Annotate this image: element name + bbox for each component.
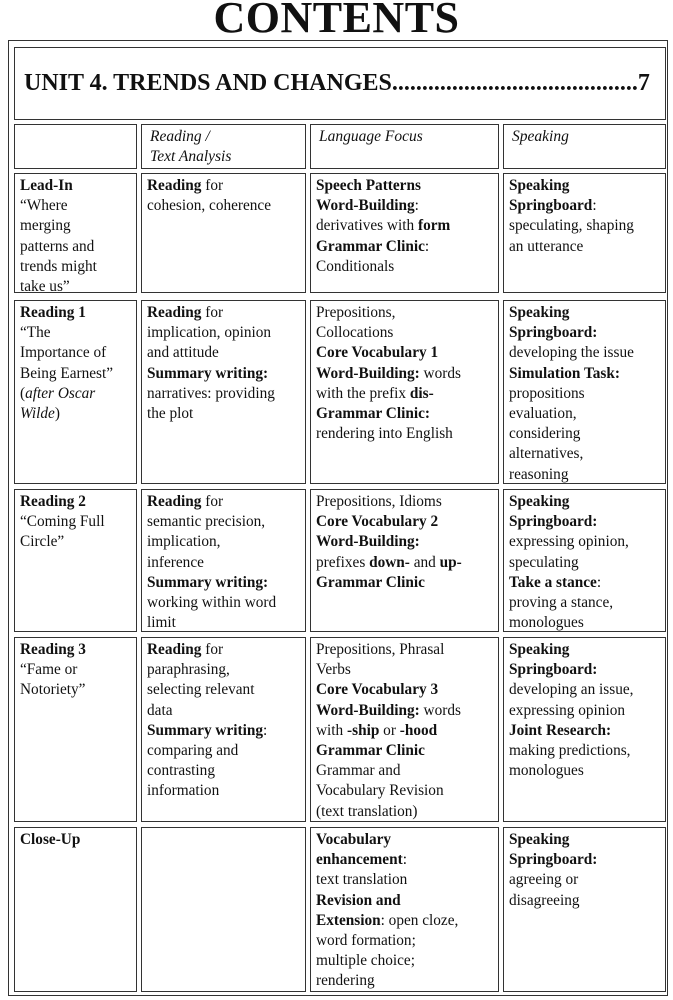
cell-text: narratives: providing: [147, 384, 275, 402]
cell-text: after Oscar: [25, 384, 96, 402]
cell-line: [509, 465, 660, 484]
table-cell-r5-c4: [503, 827, 666, 992]
cell-line: [316, 911, 493, 931]
cell-line: [316, 257, 493, 277]
cell-line: [147, 364, 300, 384]
cell-text: Reading: [147, 641, 202, 658]
cell-text: and attitude: [147, 344, 219, 362]
table-cell-r1-c2: [141, 173, 306, 293]
cell-text: speculating: [509, 553, 579, 571]
cell-line: [509, 830, 660, 850]
cell-text: evaluation,: [509, 405, 577, 423]
cell-text: Speaking: [509, 493, 570, 510]
cell-text: agreeing or: [509, 871, 579, 889]
cell-line: [20, 660, 131, 680]
cell-line: [316, 971, 493, 991]
cell-text: take us”: [20, 278, 70, 293]
cell-line: [147, 303, 300, 323]
cell-text: Extension: [316, 911, 381, 929]
cell-line: [509, 660, 660, 680]
page-title: CONTENTS: [213, 0, 460, 42]
cell-text: Joint Research:: [509, 721, 612, 739]
cell-line: [509, 553, 660, 573]
cell-line: [316, 176, 493, 196]
cell-text: Reading 3: [20, 641, 86, 658]
cell-line: [509, 613, 660, 632]
cell-text: (: [20, 384, 26, 402]
cell-text: speculating, shaping: [509, 217, 634, 235]
cell-line: [20, 512, 131, 532]
cell-line: [147, 196, 300, 216]
cell-line: [316, 303, 493, 323]
cell-text: or: [379, 721, 400, 739]
cell-text: considering: [509, 425, 581, 443]
cell-text: Simulation Task:: [509, 364, 620, 382]
table-cell-r4-c3: [310, 637, 499, 822]
cell-line: [509, 680, 660, 700]
cell-text: down-: [369, 553, 410, 571]
cell-text: :: [263, 721, 268, 739]
cell-text: “Where: [20, 197, 68, 215]
cell-text: Vocabulary Revision: [316, 782, 444, 800]
cell-text: working within word: [147, 594, 277, 612]
cell-line: [147, 343, 300, 363]
cell-text: Core Vocabulary 2: [316, 513, 439, 531]
cell-text: form: [417, 217, 451, 235]
table-cell-r3-c2: [141, 489, 306, 632]
cell-text: Circle”: [20, 533, 65, 551]
cell-text: Revision and: [316, 891, 401, 909]
cell-text: Reading: [147, 177, 202, 194]
table-cell-r4-c2: [141, 637, 306, 822]
cell-line: [147, 741, 300, 761]
cell-text: Springboard:: [509, 661, 598, 679]
table-cell-r3-c4: [503, 489, 666, 632]
cell-text: Core Vocabulary 1: [316, 344, 439, 362]
cell-line: [316, 512, 493, 532]
cell-text: rendering into English: [316, 425, 453, 443]
header-text: Language Focus: [319, 128, 423, 145]
cell-line: [316, 850, 493, 870]
cell-line: [509, 640, 660, 660]
cell-line: [20, 364, 131, 384]
cell-line: [316, 323, 493, 343]
table-cell-r4-c1: [14, 637, 137, 822]
cell-line: [509, 701, 660, 721]
cell-line: [509, 721, 660, 741]
cell-line: [147, 176, 300, 196]
cell-text: Being Earnest”: [20, 364, 114, 382]
cell-line: [509, 593, 660, 613]
cell-line: [509, 237, 660, 257]
cell-text: expressing opinion,: [509, 533, 629, 551]
cell-text: ): [54, 405, 60, 423]
cell-text: Prepositions, Phrasal: [316, 641, 445, 658]
cell-line: [147, 781, 300, 801]
cell-text: Word-Building:: [316, 533, 420, 551]
cell-text: and: [409, 553, 440, 571]
cell-line: [316, 216, 493, 236]
cell-line: [20, 257, 131, 277]
cell-text: Core Vocabulary 3: [316, 681, 439, 699]
cell-line: [316, 532, 493, 552]
cell-text: Close-Up: [20, 831, 81, 848]
cell-line: [509, 512, 660, 532]
cell-line: [509, 850, 660, 870]
cell-line: [20, 216, 131, 236]
cell-text: Speaking: [509, 831, 570, 848]
table-cell-r3-c1: [14, 489, 137, 632]
cell-text: prefixes: [316, 553, 370, 571]
cell-line: [20, 492, 131, 512]
cell-line: [147, 404, 300, 424]
cell-text: multiple choice;: [316, 952, 415, 970]
cell-line: [316, 761, 493, 781]
cell-text: with: [316, 721, 348, 739]
cell-text: selecting relevant: [147, 681, 255, 699]
cell-text: Springboard:: [509, 851, 598, 869]
header-cell-2: [310, 124, 499, 169]
cell-text: “The: [20, 324, 51, 342]
cell-text: Grammar Clinic: [316, 573, 425, 591]
cell-line: [509, 532, 660, 552]
table-cell-r1-c1: [14, 173, 137, 293]
cell-line: [509, 891, 660, 911]
cell-line: [316, 196, 493, 216]
cell-text: comparing and: [147, 742, 239, 760]
table-cell-r4-c4: [503, 637, 666, 822]
cell-text: Springboard:: [509, 324, 598, 342]
cell-line: [316, 680, 493, 700]
header-cell-1: [141, 124, 306, 169]
cell-text: enhancement: [316, 851, 403, 869]
cell-line: [509, 196, 660, 216]
cell-text: Importance of: [20, 344, 107, 362]
cell-text: Wilde: [20, 405, 55, 423]
cell-text: with the prefix: [316, 384, 410, 402]
cell-text: Grammar Clinic: [316, 237, 425, 255]
cell-text: limit: [147, 614, 176, 632]
cell-text: : open cloze,: [380, 911, 459, 929]
cell-text: Reading: [147, 304, 202, 321]
cell-line: [509, 870, 660, 890]
cell-text: Conditionals: [316, 257, 395, 275]
cell-text: Speech Patterns: [316, 177, 421, 194]
cell-text: cohesion, coherence: [147, 197, 272, 215]
cell-text: Speaking: [509, 304, 570, 321]
cell-line: [509, 364, 660, 384]
cell-text: information: [147, 782, 220, 800]
cell-line: [147, 532, 300, 552]
cell-line: [509, 424, 660, 444]
cell-text: Speaking: [509, 641, 570, 658]
cell-line: [20, 404, 131, 424]
cell-text: implication,: [147, 533, 221, 551]
cell-text: :: [424, 237, 430, 255]
cell-line: [316, 931, 493, 951]
cell-text: Prepositions, Idioms: [316, 493, 442, 510]
cell-line: [147, 640, 300, 660]
cell-text: Vocabulary: [316, 831, 392, 848]
cell-line: [20, 532, 131, 552]
cell-text: Word-Building:: [316, 364, 420, 382]
cell-text: Word-Building: [316, 197, 415, 215]
cell-line: [147, 553, 300, 573]
cell-line: [147, 384, 300, 404]
cell-line: [147, 701, 300, 721]
cell-line: [316, 830, 493, 850]
table-cell-r1-c3: [310, 173, 499, 293]
cell-text: patterns and: [20, 237, 95, 255]
cell-line: [316, 781, 493, 801]
cell-line: [509, 741, 660, 761]
unit-title: UNIT 4. TRENDS AND CHANGES.........................................7: [24, 70, 650, 96]
cell-line: [20, 830, 131, 850]
cell-text: contrasting: [147, 762, 215, 780]
cell-line: [20, 323, 131, 343]
header-text: Reading /: [150, 128, 210, 145]
cell-line: [147, 660, 300, 680]
cell-text: propositions: [509, 384, 585, 402]
cell-line: [316, 891, 493, 911]
cell-text: :: [592, 197, 597, 215]
cell-line: [316, 951, 493, 971]
cell-line: [147, 492, 300, 512]
table-cell-r2-c4: [503, 300, 666, 484]
cell-line: [316, 741, 493, 761]
cell-text: an utterance: [509, 237, 584, 255]
cell-line: [316, 701, 493, 721]
cell-line: [509, 323, 660, 343]
cell-line: [316, 573, 493, 593]
cell-line: [147, 680, 300, 700]
cell-line: [316, 802, 493, 822]
cell-line: [20, 640, 131, 660]
cell-line: [509, 404, 660, 424]
cell-line: [147, 593, 300, 613]
cell-text: Reading: [147, 493, 202, 510]
cell-text: Grammar and: [316, 762, 401, 780]
cell-text: :: [596, 573, 602, 591]
cell-text: Prepositions,: [316, 304, 396, 321]
cell-line: [316, 424, 493, 444]
cell-text: dis-: [409, 384, 434, 402]
cell-line: [509, 216, 660, 236]
cell-text: Springboard:: [509, 513, 598, 531]
cell-line: [147, 323, 300, 343]
cell-text: merging: [20, 217, 71, 235]
cell-line: [316, 721, 493, 741]
cell-text: reasoning: [509, 465, 569, 483]
cell-line: [316, 364, 493, 384]
cell-line: [509, 384, 660, 404]
cell-text: Collocations: [316, 324, 394, 342]
cell-text: “Fame or: [20, 661, 78, 679]
cell-text: Notoriety”: [20, 681, 86, 699]
cell-text: up-: [439, 553, 462, 571]
cell-line: [316, 870, 493, 890]
cell-text: :: [414, 197, 419, 215]
cell-text: Summary writing: [147, 721, 263, 739]
cell-text: :: [402, 851, 407, 869]
cell-line: [316, 640, 493, 660]
cell-text: Grammar Clinic:: [316, 405, 430, 423]
cell-text: paraphrasing,: [147, 661, 230, 679]
cell-text: inference: [147, 553, 204, 571]
cell-text: monologues: [509, 614, 584, 632]
table-cell-r5-c3: [310, 827, 499, 992]
header-text: Speaking: [512, 128, 569, 145]
cell-text: implication, opinion: [147, 324, 272, 342]
cell-text: word formation;: [316, 932, 416, 950]
cell-line: [509, 444, 660, 464]
table-cell-r1-c4: [503, 173, 666, 293]
cell-line: [509, 303, 660, 323]
cell-text: Take a stance: [509, 573, 597, 591]
header-cell-3: [503, 124, 666, 169]
cell-text: for: [201, 304, 224, 321]
cell-line: [20, 384, 131, 404]
cell-line: [147, 721, 300, 741]
cell-line: [147, 761, 300, 781]
cell-line: [316, 237, 493, 257]
cell-line: [316, 492, 493, 512]
header-text: Text Analysis: [150, 148, 232, 166]
cell-line: [20, 277, 131, 293]
cell-line: [509, 492, 660, 512]
cell-text: proving a stance,: [509, 594, 614, 612]
cell-text: Grammar Clinic: [316, 742, 425, 760]
cell-text: “Coming Full: [20, 513, 105, 531]
cell-text: Reading 2: [20, 493, 86, 510]
cell-text: Summary writing:: [147, 364, 269, 382]
cell-line: [20, 303, 131, 323]
cell-text: expressing opinion: [509, 701, 625, 719]
cell-line: [20, 680, 131, 700]
cell-line: [509, 761, 660, 781]
table-cell-r2-c2: [141, 300, 306, 484]
cell-line: [147, 573, 300, 593]
table-cell-r2-c1: [14, 300, 137, 484]
cell-text: words: [419, 701, 461, 719]
table-cell-r5-c2: [141, 827, 306, 992]
cell-text: developing the issue: [509, 344, 634, 362]
table-cell-r2-c3: [310, 300, 499, 484]
cell-text: text translation: [316, 871, 408, 889]
cell-line: [20, 343, 131, 363]
cell-line: [147, 512, 300, 532]
cell-text: making predictions,: [509, 742, 631, 760]
cell-line: [20, 196, 131, 216]
cell-text: (text translation): [316, 802, 418, 820]
cell-text: Summary writing:: [147, 573, 269, 591]
header-cell-blank: [14, 124, 137, 169]
cell-text: disagreeing: [509, 891, 580, 909]
cell-line: [509, 573, 660, 593]
cell-line: [509, 343, 660, 363]
cell-text: for: [201, 493, 224, 510]
cell-text: for: [201, 177, 224, 194]
cell-text: Reading 1: [20, 304, 86, 321]
cell-text: monologues: [509, 762, 584, 780]
cell-line: [509, 176, 660, 196]
cell-text: the plot: [147, 405, 194, 423]
cell-text: alternatives,: [509, 445, 584, 463]
cell-line: [20, 176, 131, 196]
table-cell-r3-c3: [310, 489, 499, 632]
cell-line: [316, 384, 493, 404]
cell-line: [316, 553, 493, 573]
cell-text: Word-Building:: [316, 701, 420, 719]
cell-text: derivatives with: [316, 217, 418, 235]
cell-text: Verbs: [316, 661, 351, 679]
cell-text: Speaking: [509, 177, 570, 194]
cell-text: semantic precision,: [147, 513, 266, 531]
cell-text: -hood: [399, 721, 438, 739]
cell-text: -ship: [347, 721, 380, 739]
cell-line: [316, 404, 493, 424]
cell-text: rendering: [316, 972, 375, 990]
table-cell-r5-c1: [14, 827, 137, 992]
cell-text: trends might: [20, 257, 97, 275]
cell-line: [316, 660, 493, 680]
cell-text: Springboard: [509, 197, 593, 215]
cell-line: [316, 343, 493, 363]
cell-text: words: [419, 364, 461, 382]
cell-text: data: [147, 701, 173, 719]
cell-text: Lead-In: [20, 177, 73, 194]
cell-text: developing an issue,: [509, 681, 634, 699]
cell-line: [20, 237, 131, 257]
cell-line: [147, 613, 300, 632]
cell-text: for: [201, 641, 224, 658]
